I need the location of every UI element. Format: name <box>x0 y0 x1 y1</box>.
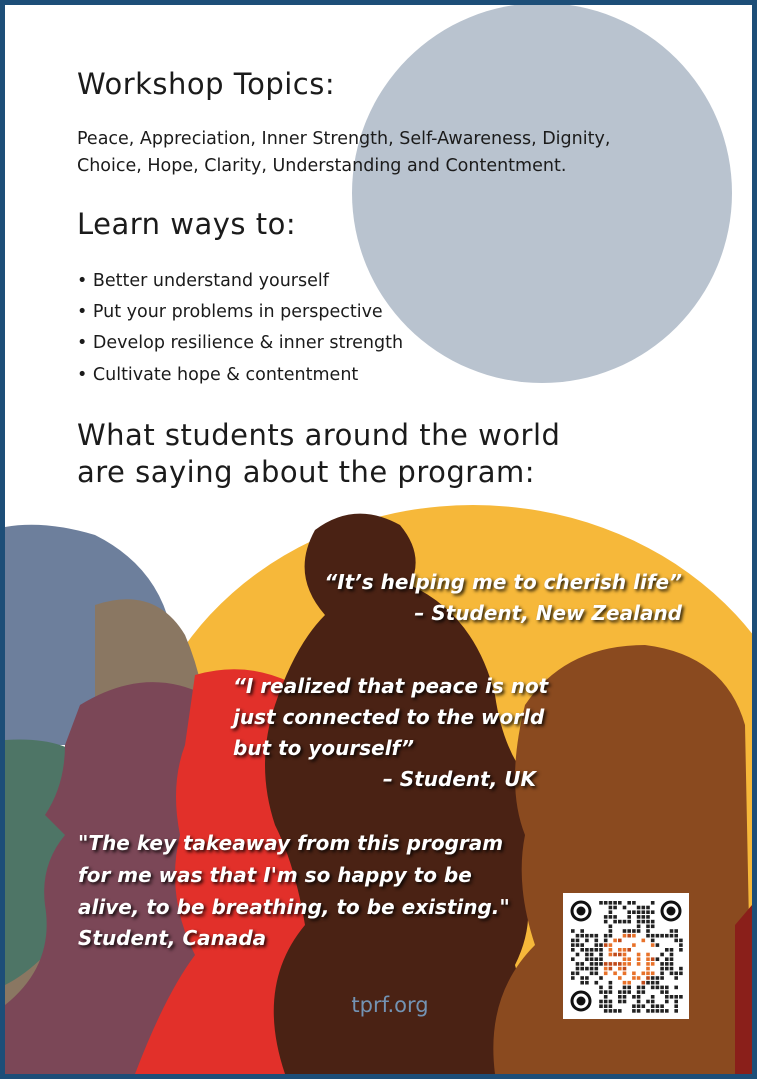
learn-item: • Cultivate hope & contentment <box>77 365 359 385</box>
learn-item-text: Cultivate hope & contentment <box>92 365 359 385</box>
quote-uk-line: just connected to the world <box>233 705 545 729</box>
testimonials-heading-line-2: are saying about the program: <box>77 455 535 489</box>
qr-code[interactable] <box>563 893 689 1019</box>
quote-canada-line: "The key takeaway from this program <box>78 831 504 855</box>
quote-new-zealand: “It’s helping me to cherish life” <box>324 570 682 594</box>
quote-uk-line: but to yourself” <box>233 736 414 760</box>
learn-item: • Develop resilience & inner strength <box>77 333 404 353</box>
poster <box>5 5 752 1074</box>
silhouette-dark-red <box>735 905 752 1074</box>
quote-uk-line: “I realized that peace is not <box>233 674 549 698</box>
gray-circle <box>352 5 732 383</box>
learn-item-text: Better understand yourself <box>92 271 329 291</box>
learn-item: • Better understand yourself <box>77 271 329 291</box>
website-link[interactable]: tprf.org <box>351 993 429 1017</box>
workshop-topics-line-1: Peace, Appreciation, Inner Strength, Self-Awareness, Dignity, <box>77 129 611 149</box>
quote-canada-line: for me was that I'm so happy to be <box>78 863 472 887</box>
learn-heading: Learn ways to: <box>77 207 297 241</box>
learn-item-text: Develop resilience & inner strength <box>92 333 404 353</box>
workshop-topics-line-2: Choice, Hope, Clarity, Understanding and Contentment. <box>77 156 567 176</box>
quote-author-new-zealand: – Student, New Zealand <box>414 601 682 625</box>
quote-author-canada: Student, Canada <box>78 926 267 950</box>
learn-item-text: Put your problems in perspective <box>92 302 383 322</box>
learn-item: • Put your problems in perspective <box>77 302 383 322</box>
quote-author-uk: – Student, UK <box>382 767 536 791</box>
quote-canada-line: alive, to be breathing, to be existing." <box>78 895 510 919</box>
qr-code-pattern <box>563 893 689 1019</box>
workshop-topics-heading: Workshop Topics: <box>77 67 336 101</box>
testimonials-heading-line-1: What students around the world <box>77 418 561 452</box>
